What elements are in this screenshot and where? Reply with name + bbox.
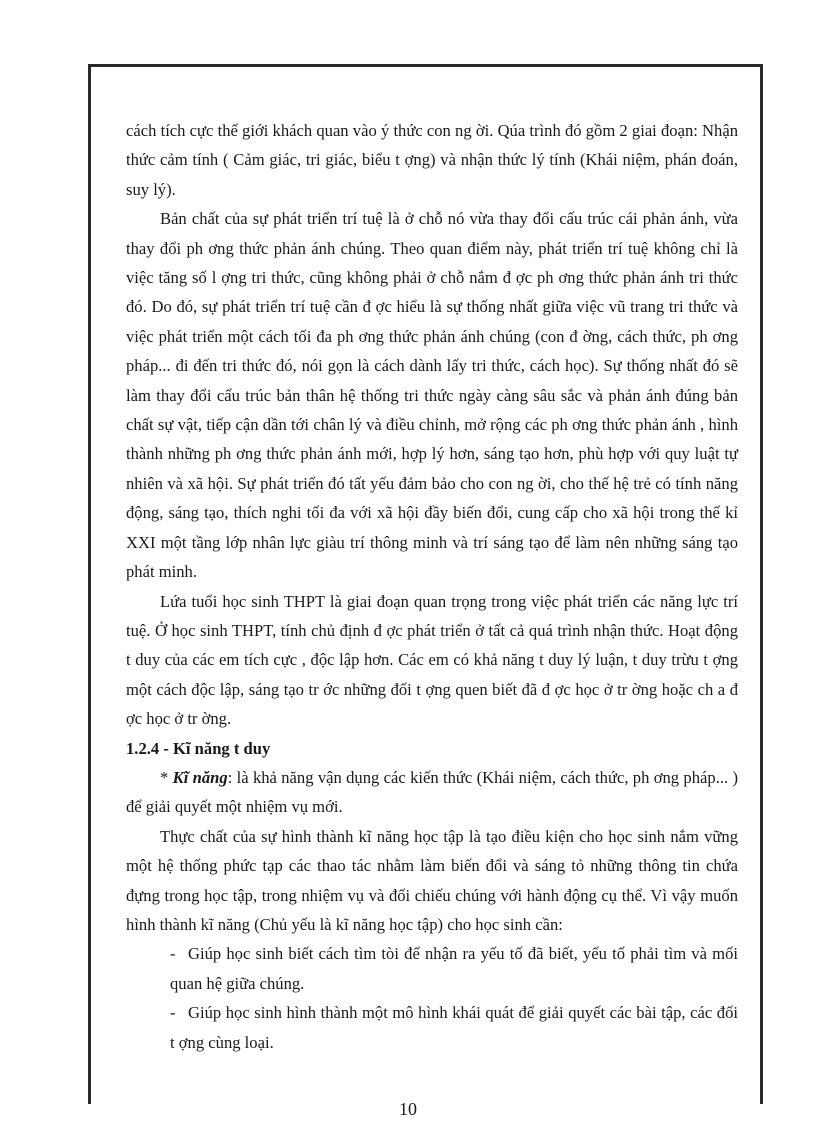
paragraph-intellectual-development: Bản chất của sự phát triển trí tuệ là ở chỗ nó vừa thay đổi cấu trúc cái phản ánh, vừa thay đổi ph ơng thức phản ánh chúng. Theo quan điểm này, phát triển trí tuệ không chỉ là việc tăng số l ợng tri thức, cũng không phải ở chỗ nắm đ ợc ph ơng thức phản ánh tri thức đó. Do đó, sự phát triển trí tuệ cần đ ợc hiểu là sự thống nhất giữa việc vũ trang tri thức và việc phát triển một cách tối đa ph ơng thức phản ánh chúng (con đ ờng, cách thức, ph ơng pháp... đi đến tri thức đó, nói gọn là cách dành lấy tri thức, cách học). Sự thống nhất đó sẽ làm thay đổi cấu trúc bản thân hệ thống tri thức ngày càng sâu sắc và phản ánh đúng bản chất sự vật, tiếp cận dần tới chân lý và điều chỉnh, mở rộng các ph ơng thức phản ánh , hình thành những ph ơng thức phản ánh mới, hợp lý hơn, sáng tạo hơn, phù hợp với quy luật tự nhiên và xã hội. Sự phát triển đó tất yếu đảm bảo cho con ng ời, cho thế hệ trẻ có tính năng động, sáng tạo, thích nghi tối đa với xã hội đầy biến đổi, cung cấp cho xã hội trong thế kỉ XXI một tầng lớp nhân lực giàu trí thông minh và trí sáng tạo để làm nên những sáng tạo phát minh. [126,209,738,582]
definition-paragraph [126,763,738,822]
definition-prefix: * [160,767,173,787]
paragraph-continuation: cách tích cực thế giới khách quan vào ý thức con ng ời. Qúa trình đó gồm 2 giai đoạn: Nhận thức cảm tính ( Cảm giác, tri giác, biểu t ợng) và nhận thức lý tính (Khái niệm, phán đoán, suy lý). [126,121,738,199]
page-border-top [88,64,763,67]
page-number: 10 [399,1099,417,1119]
list-item [126,939,738,998]
definition-text: : là khả năng vận dụng các kiến thức (Khái niệm, cách thức, ph ơng pháp... ) để giải quyết một nhiệm vụ mới. [126,767,738,817]
paragraph-skill-formation: Thực chất của sự hình thành kĩ năng học tập là tạo điều kiện cho học sinh nắm vững một hệ thống phức tạp các thao tác nhằm làm biến đổi và sáng tỏ những thông tin chứa đựng trong học tập, trong nhiệm vụ và đối chiếu chúng với hành động cụ thể. Vì vậy muốn hình thành kĩ năng (Chủ yếu là kĩ năng học tập) cho học sinh cần: [126,826,738,934]
page-border-left [88,64,91,1104]
list-item-text: Giúp học sinh hình thành một mô hình khái quát để giải quyết các bài tập, các đối t ợng cùng loại. [170,1003,738,1052]
paragraph-high-school-age: Lứa tuổi học sinh THPT là giai đoạn quan trọng trong việc phát triển các năng lực trí tuệ. Ở học sinh THPT, tính chủ định đ ợc phát triển ở tất cả quá trình nhận thức. Hoạt động t duy của các em tích cực , độc lập hơn. Các em có khả năng t duy lý luận, t duy trừu t ợng một cách độc lập, sáng tạo tr ớc những đối t ợng quen biết đã đ ợc học ở tr ờng hoặc ch a đ ợc học ở tr ờng. [126,591,738,729]
list-item-text: Giúp học sinh biết cách tìm tòi để nhận ra yếu tố đã biết, yếu tố phải tìm và mối quan hệ giữa chúng. [170,944,738,993]
section-heading: 1.2.4 - Kĩ năng t duy [126,738,271,758]
list-item [126,998,738,1057]
bullet-marker: - [170,944,176,964]
bullet-marker: - [170,1003,176,1023]
document-body [126,116,738,1057]
page-border-right [760,64,763,1104]
definition-term: Kĩ năng [172,767,228,787]
